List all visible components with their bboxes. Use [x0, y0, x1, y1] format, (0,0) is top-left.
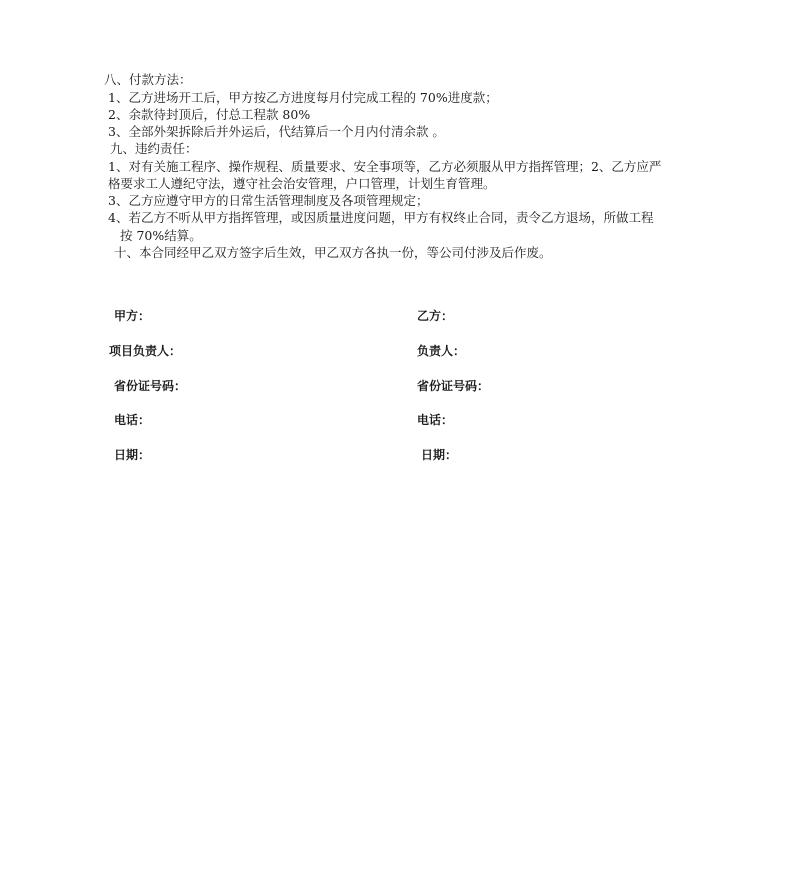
payment-item-1: 1、乙方进场开工后，甲方按乙方进度每月付完成工程的 70%进度款； — [108, 90, 498, 105]
payment-item-3: 3、全部外架拆除后并外运后，代结算后一个月内付清余款 。 — [108, 124, 445, 139]
party-b-manager-label: 负责人： — [417, 344, 466, 358]
contract-effect-clause: 十、本合同经甲乙双方签字后生效，甲乙双方各执一份，等公司付涉及后作废。 — [114, 245, 552, 260]
liability-item-4-line-2: 按 70%结算。 — [120, 228, 202, 243]
party-b-label: 乙方： — [417, 309, 454, 323]
party-a-date-label: 日期： — [114, 448, 151, 462]
liability-heading: 九、违约责任： — [110, 141, 198, 156]
liability-item-4-line-1: 4、若乙方不听从甲方指挥管理，或因质量进度问题，甲方有权终止合同，责令乙方退场，所做工程 — [108, 210, 654, 225]
liability-item-1-line-2: 格要求工人遵纪守法，遵守社会治安管理，户口管理，计划生育管理。 — [108, 176, 496, 191]
payment-item-2: 2、余款待封顶后，付总工程款 80% — [108, 107, 311, 122]
liability-item-1-line-1: 1、对有关施工程序、操作规程、质量要求、安全事项等，乙方必须服从甲方指挥管理；2、乙方应严 — [108, 159, 662, 174]
party-b-date-label: 日期： — [421, 448, 458, 462]
liability-item-3: 3、乙方应遵守甲方的日常生活管理制度及各项管理规定； — [108, 193, 429, 208]
party-a-label: 甲方： — [114, 309, 151, 323]
party-a-phone-label: 电话： — [114, 413, 151, 427]
party-b-phone-label: 电话： — [417, 413, 454, 427]
payment-heading: 八、付款方法： — [104, 72, 192, 87]
party-a-project-manager-label: 项目负责人： — [109, 344, 182, 358]
party-b-id-number-label: 省份证号码： — [417, 379, 490, 393]
party-a-id-number-label: 省份证号码： — [114, 379, 187, 393]
